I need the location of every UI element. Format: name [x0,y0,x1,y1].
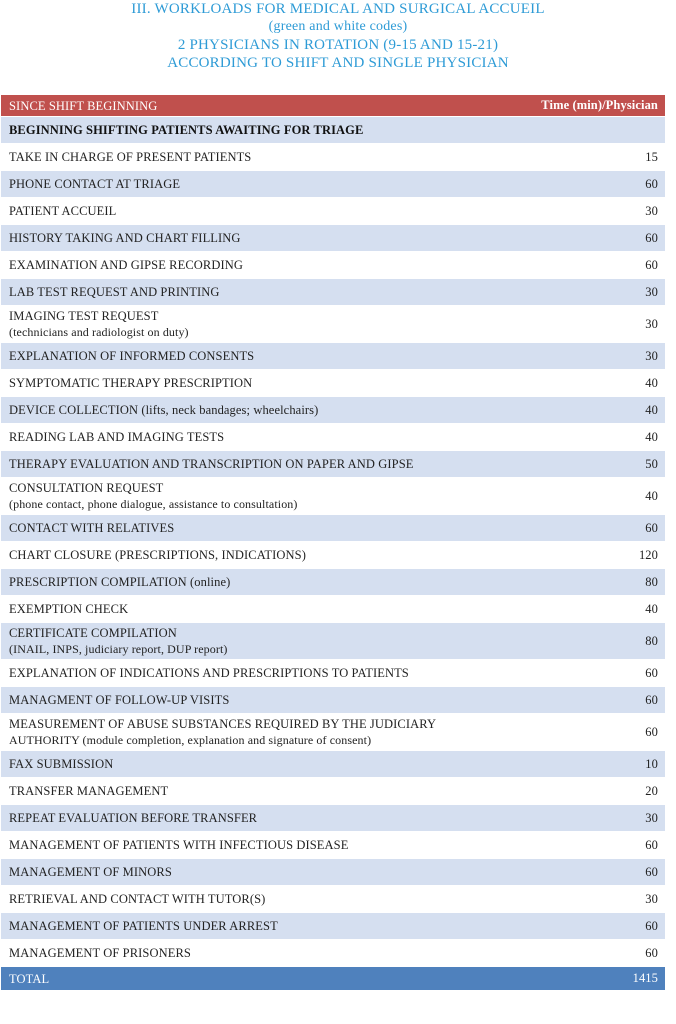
table-row [1,832,665,859]
table-row [1,751,665,778]
table-row [1,714,665,751]
row-value: 60 [645,837,658,852]
table-row [1,343,665,370]
row-label-sub: AUTHORITY (module completion, explanation and signature of consent) [9,733,372,747]
table-row [1,778,665,805]
row-label-main: CERTIFICATE COMPILATION [9,626,177,640]
table-body [1,144,665,967]
row-label-main: EXPLANATION OF INFORMED CONSENTS [9,349,255,363]
title-line-3: 2 PHYSICIANS IN ROTATION (9-15 AND 15-21) [177,37,499,53]
section-label: BEGINNING SHIFTING PATIENTS AWAITING FOR TRIAGE [9,123,364,137]
row-value: 40 [645,402,658,417]
row-label-main: TRANSFER MANAGEMENT [9,784,169,798]
row-value: 40 [645,601,658,616]
row-label-main: CHART CLOSURE (PRESCRIPTIONS, INDICATIONS) [9,548,306,562]
row-label [9,257,598,273]
row-label-main: PRESCRIPTION COMPILATION (online) [9,575,231,589]
row-value: 60 [645,176,658,191]
row-value: 40 [645,429,658,444]
row-label-main: MANAGEMENT OF PRISONERS [9,946,191,960]
row-label [9,837,598,853]
row-value: 30 [645,891,658,906]
total-label: TOTAL [9,971,50,986]
table-header [1,95,665,117]
row-label-main: TAKE IN CHARGE OF PRESENT PATIENTS [9,150,252,164]
document-title [0,0,676,72]
row-label [9,429,598,445]
row-label [9,402,598,418]
row-label [9,308,598,340]
row-label [9,810,598,826]
total-row [1,967,665,991]
row-label-main: MANAGEMENT OF MINORS [9,865,172,879]
row-value: 50 [645,456,658,471]
row-label-main: PHONE CONTACT AT TRIAGE [9,177,181,191]
row-label [9,203,598,219]
row-value: 40 [645,375,658,390]
row-value: 60 [645,864,658,879]
row-label-main: MANAGEMENT OF PATIENTS WITH INFECTIOUS DISEASE [9,838,349,852]
row-label-main: HISTORY TAKING AND CHART FILLING [9,231,241,245]
row-label-main: CONTACT WITH RELATIVES [9,521,175,535]
table-row [1,660,665,687]
title-line-2: (green and white codes) [268,19,408,34]
row-value: 60 [645,945,658,960]
row-label [9,864,598,880]
row-value: 30 [645,203,658,218]
row-label-main: RETRIEVAL AND CONTACT WITH TUTOR(S) [9,892,266,906]
row-label [9,716,598,748]
row-label-sub: (technicians and radiologist on duty) [9,325,189,339]
row-label-main: REPEAT EVALUATION BEFORE TRANSFER [9,811,258,825]
title-line-4: ACCORDING TO SHIFT AND SINGLE PHYSICIAN [167,55,509,71]
section-heading [1,117,665,144]
row-label [9,601,598,617]
workload-table [1,95,665,991]
row-value: 20 [645,783,658,798]
row-label [9,284,598,300]
row-value: 60 [645,918,658,933]
table-row [1,913,665,940]
row-label-sub: (phone contact, phone dialogue, assistance to consultation) [9,497,298,511]
table-row [1,805,665,832]
row-label [9,547,598,563]
row-label [9,456,598,472]
row-label [9,520,598,536]
header-right-label: Time (min)/Physician [541,98,658,112]
table-row [1,623,665,660]
row-value: 40 [645,488,658,503]
row-label [9,783,598,799]
row-label [9,625,598,657]
row-value: 80 [645,633,658,648]
table-row [1,370,665,397]
row-label-main: CONSULTATION REQUEST [9,481,164,495]
row-label [9,375,598,391]
row-label [9,230,598,246]
row-label-main: EXEMPTION CHECK [9,602,129,616]
title-line-1: III. WORKLOADS FOR MEDICAL AND SURGICAL ACCUEIL [131,1,545,17]
total-value: 1415 [632,971,658,985]
table-row [1,596,665,623]
row-label-sub: (INAIL, INPS, judiciary report, DUP report) [9,642,228,656]
table-row [1,451,665,478]
table-row [1,198,665,225]
row-label [9,480,598,512]
row-value: 30 [645,348,658,363]
row-label-main: MANAGEMENT OF PATIENTS UNDER ARREST [9,919,278,933]
row-label [9,891,598,907]
table-row [1,424,665,451]
row-label [9,176,598,192]
row-value: 60 [645,230,658,245]
row-value: 60 [645,665,658,680]
row-value: 60 [645,257,658,272]
table-row [1,252,665,279]
row-value: 120 [638,547,658,562]
row-label-main: IMAGING TEST REQUEST [9,309,159,323]
row-label-main: READING LAB AND IMAGING TESTS [9,430,225,444]
table-row [1,279,665,306]
row-value: 80 [645,574,658,589]
row-value: 60 [645,692,658,707]
row-label-main: MEASUREMENT OF ABUSE SUBSTANCES REQUIRED BY THE JUDICIARY [9,717,437,731]
row-label [9,348,598,364]
table-row [1,687,665,714]
row-value: 60 [645,520,658,535]
table-row [1,569,665,596]
row-value: 30 [645,284,658,299]
table-row [1,515,665,542]
row-label-main: LAB TEST REQUEST AND PRINTING [9,285,220,299]
row-label [9,918,598,934]
table-row [1,886,665,913]
row-label-main: EXPLANATION OF INDICATIONS AND PRESCRIPTIONS TO PATIENTS [9,666,409,680]
row-label [9,945,598,961]
row-label-main: MANAGMENT OF FOLLOW-UP VISITS [9,693,230,707]
row-label-main: THERAPY EVALUATION AND TRANSCRIPTION ON PAPER AND GIPSE [9,457,414,471]
row-label-main: DEVICE COLLECTION (lifts, neck bandages; wheelchairs) [9,403,319,417]
table-row [1,940,665,967]
table-row [1,225,665,252]
header-left-label: SINCE SHIFT BEGINNING [9,98,158,113]
table-row [1,859,665,886]
row-label-main: FAX SUBMISSION [9,757,114,771]
table-row [1,171,665,198]
row-label [9,149,598,165]
row-value: 30 [645,316,658,331]
row-label-main: EXAMINATION AND GIPSE RECORDING [9,258,244,272]
row-label [9,574,598,590]
table-row [1,542,665,569]
table-row [1,397,665,424]
row-value: 30 [645,810,658,825]
table-row [1,478,665,515]
row-label-main: SYMPTOMATIC THERAPY PRESCRIPTION [9,376,253,390]
row-label [9,756,598,772]
table-row [1,306,665,343]
row-label [9,692,598,708]
row-value: 15 [645,149,658,164]
row-value: 10 [645,756,658,771]
row-label [9,665,598,681]
row-label-main: PATIENT ACCUEIL [9,204,117,218]
row-value: 60 [645,724,658,739]
table-row [1,144,665,171]
